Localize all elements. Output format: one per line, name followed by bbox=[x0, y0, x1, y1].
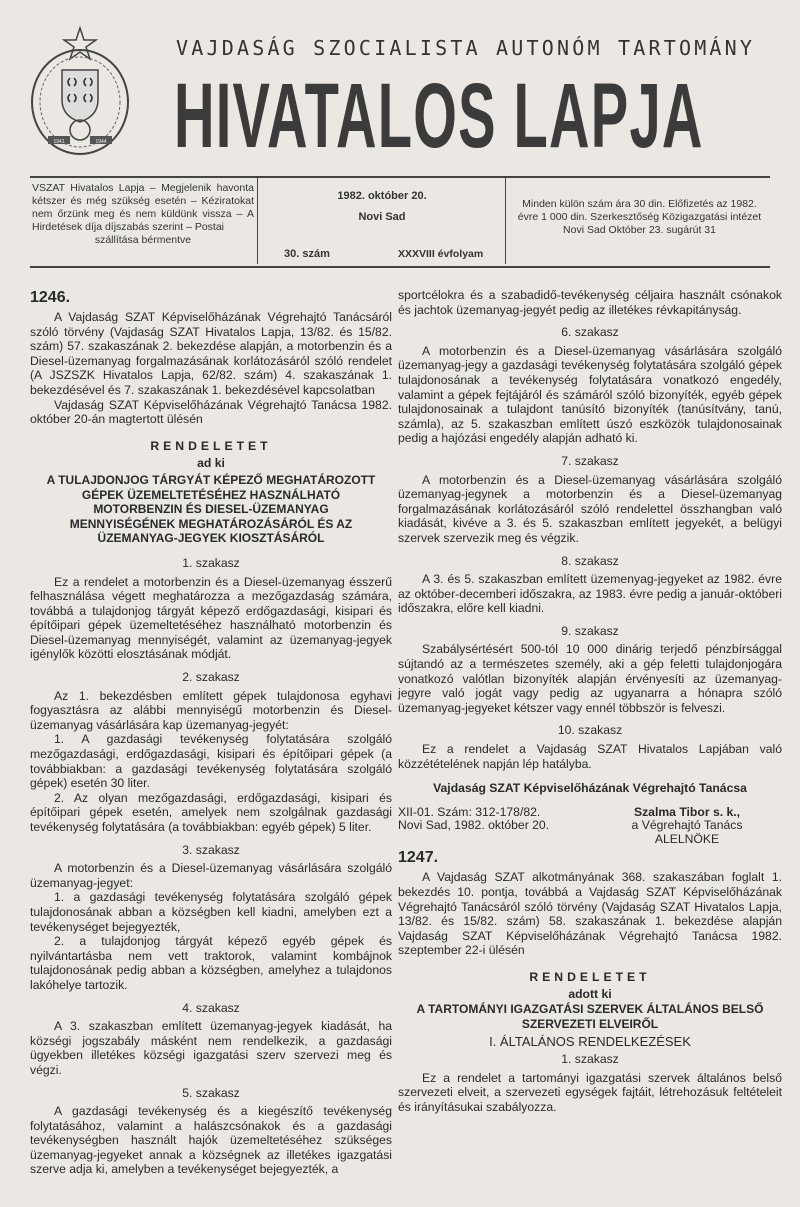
paragraph: Ez a rendelet a motorbenzin és a Diesel-üzemanyag ésszerű felhasználása végett meghatározza a mezőgazdaság számára, továbbá a tulajdonjog tárgyát képező erdőgazdasági, kisipari és építőipari gépek üzemeltetéséhez használható motorbenzin és Diesel-üzemanyag mennyiségét, valamint az üzemanyag-jegyek igénylők közötti elosztásának módját. bbox=[30, 574, 392, 662]
section-heading: 10. szakasz bbox=[557, 723, 623, 738]
section-heading: 7. szakasz bbox=[561, 453, 619, 468]
paragraph: A Vajdaság SZAT Képviselőházának Végrehajtó Tanácsáról szóló törvény (Vajdaság SZAT Hivatalos Lapja, 13/82. és 15/82. szám) 57. szakaszának 2. bekezdése alapján, a motorbenzin és a Diesel-üzemanyag forgalmazásának korlátozásáról szóló rendelet (A JSZSZK Hivatalos Lapja, 62/82. szám) 4. szakaszának 1. bekezdésével és 7. szakaszának 1. bekezdésével kapcsolatban bbox=[30, 310, 392, 397]
paragraph: 1. A gazdasági tevékenység folytatására szolgáló mezőgazdasági, erdőgazdasági, kisipari és építőipari gépek (a továbbiakban: a gazdasági tevékenység folytatására szolgáló gépek) esetén 30 liter. bbox=[30, 732, 392, 791]
publication-title: HIVATALOS LAPJA bbox=[174, 65, 704, 167]
reference-place-date: Novi Sad, 1982. október 20. bbox=[398, 818, 550, 833]
paragraph: A motorbenzin és a Diesel-üzemanyag vásárlására szolgáló üzemanyag-jegyet: bbox=[30, 861, 392, 890]
section-3 bbox=[30, 843, 392, 993]
signature-row bbox=[398, 806, 782, 847]
paragraph: Vajdaság SZAT Képviselőházának Végrehajtó Tanácsa 1982. október 20-án magtertott ülésén bbox=[30, 397, 392, 427]
paragraph: 2. a tulajdonjog tárgyát képező egyéb gépek és nyilvántartásba nem vett traktorok, valamint kombájnok tulajdonosának pedig abban a községben, amelyhez a tulajdonos lakóhelye tartozik. bbox=[30, 934, 392, 992]
volume-number: XXXVIII évfolyam bbox=[398, 248, 484, 260]
paragraph: A motorbenzin és a Diesel-üzemanyag vásárlására szolgáló üzemanyag-jegynek a motorbenzin és a Diesel-üzemanyag forgalmazásának korlátozásáról szóló rendelettel összhangban való kiadását, kivéve a 3. és 5. szakaszban említett jegyekét, a belügyi szervek szervezik meg és végzik. bbox=[398, 472, 782, 545]
info-divider bbox=[257, 178, 258, 264]
issue-place: Novi Sad bbox=[358, 211, 406, 223]
section-4 bbox=[30, 1001, 392, 1078]
section-heading: 3. szakasz bbox=[182, 842, 240, 857]
issue-date: 1982. október 20. bbox=[337, 190, 427, 202]
left-column bbox=[30, 288, 392, 1177]
right-column bbox=[398, 288, 782, 1115]
document-number: 1246. bbox=[30, 289, 71, 306]
info-divider bbox=[505, 178, 506, 264]
decree-title: A TARTOMÁNYI IGAZGATÁSI SZERVEK ÁLTALÁNOS BELSŐ SZERVEZETI ELVEIRŐL bbox=[416, 1002, 764, 1031]
issuing-body: Vajdaság SZAT Képviselőházának Végrehajtó Tanácsa bbox=[433, 781, 747, 796]
decree-issued: ad ki bbox=[197, 456, 225, 471]
reference-block bbox=[398, 806, 549, 847]
price-and-editorial-info: Minden külön szám ára 30 din. Előfizetés az 1982. évre 1 000 din. Szerkesztőség Közigazgatási intézet Novi Sad Október 23. sugárút 31 bbox=[517, 198, 762, 236]
section-10 bbox=[398, 723, 782, 771]
emblem-year-left: 1941 bbox=[53, 139, 65, 145]
section-1 bbox=[30, 556, 392, 662]
paragraph: Szabálysértésért 500-tól 10 000 dinárig terjedő pénzbírsággal sújtandó az a természetes személy, aki a gép feletti tulajdonjogára vonatkozó valótlan bizonyíték alapján érvényesíti az üzemanyag-jegyre való jogát vagy pedig az ugyanarra a hónapra szóló üzemanyag-jegyeket kétszer vagy ennél többször is felveszi. bbox=[398, 642, 782, 715]
signer-title: ALELNÖKE bbox=[654, 831, 720, 846]
section-heading: 5. szakasz bbox=[182, 1085, 240, 1100]
chapter-heading: I. ÁLTALÁNOS RENDELKEZÉSEK bbox=[489, 1034, 691, 1050]
decree-issued: adott ki bbox=[568, 987, 612, 1002]
emblem-year-right: 1944 bbox=[95, 139, 107, 145]
section-8 bbox=[398, 554, 782, 616]
section-6 bbox=[398, 325, 782, 446]
paragraph: A gazdasági tevékenység és a kiegészítő tevékenység folytatásához, valamint a halászcsónakok és a gazdasági tevékenységben használt hajók üzemeltetéséhez szükséges üzemanyag-jegyeket annak a községnek az illetékes igazgatási szerve adja ki, amelyben a tevékenységet bejegyezték, a bbox=[30, 1104, 392, 1177]
decree-heading: RENDELETET bbox=[529, 969, 651, 984]
paragraph: Ez a rendelet a tartományi igazgatási szervek általános belső szervezeti elveit, a szervezeti egységek fajtáit, létrehozásuk feltételeit és irányításukai szabályozza. bbox=[398, 1070, 782, 1115]
header-rule-top bbox=[30, 176, 770, 178]
paragraph: 2. Az olyan mezőgazdasági, erdőgazdasági, kisipari és építőipari gépek esetén, amelyek nem szolgálnak gazdasági tevékenység folytatására (a továbbiakban: egyéb gépek) 5 liter. bbox=[30, 790, 392, 834]
section-heading: 2. szakasz bbox=[182, 670, 240, 685]
section-2 bbox=[30, 670, 392, 835]
section-heading: 4. szakasz bbox=[182, 1000, 240, 1015]
section-heading: 1. szakasz bbox=[561, 1052, 619, 1067]
signer-role: a Végrehajtó Tanács bbox=[631, 818, 743, 833]
publisher-super-title: VAJDASÁG SZOCIALISTA AUTONÓM TARTOMÁNY bbox=[176, 36, 756, 60]
coat-of-arms-emblem bbox=[24, 26, 136, 158]
paragraph: A 3. és 5. szakaszban említett üzemenyag-jegyeket az 1982. évre az október-decemberi időszakra, az 1983. évre pedig a január-októberi időszakra, előre kell kiadni. bbox=[398, 572, 782, 616]
publication-notice: VSZAT Hivatalos Lapja – Megjelenik havonta kétszer és még szükség esetén – Kéziratokat nem őrzünk meg és nem küldünk vissza – A Hirdetések díja díjszabás szerint – Postai szállítása bérmentve bbox=[32, 182, 254, 246]
decree-title: A TULAJDONJOG TÁRGYÁT KÉPEZŐ MEGHATÁROZOTT GÉPEK ÜZEMELTETÉSÉHEZ HASZNÁLHATÓ MOTORBENZIN ÉS DIESEL-ÜZEMANYAG MENNYISÉGÉNEK MEGHATÁROZÁSÁRÓL ÉS AZ ÜZEMANYAG-JEGYEK KIOSZTÁSÁRÓL bbox=[46, 472, 376, 546]
section-heading: 1. szakasz bbox=[182, 555, 240, 570]
section-5 bbox=[30, 1086, 392, 1178]
header-rule-bottom bbox=[30, 266, 770, 268]
paragraph: A 3. szakaszban említett üzemanyag-jegyek kiadását, ha községi jogszabály másként nem rendelkezik, a gazdasági ügyekben illetékes községi igazgatási szerv szervezi meg és végzi. bbox=[30, 1019, 392, 1077]
section-9 bbox=[398, 624, 782, 716]
issue-number: 30. szám bbox=[284, 248, 330, 260]
signature-block bbox=[592, 806, 782, 847]
reference-number: XII-01. Szám: 312-178/82. bbox=[398, 804, 541, 819]
paragraph: A motorbenzin és a Diesel-üzemanyag vásárlására szolgáló üzemanyag-jegy a gazdasági tevékenység folytatására szolgáló gépek tulajdonosának a tevékenység folytatására vonatkozó engedély, valamint a gépek fejtájáról és számáról szóló bizonyíték, egyéb gépek tulajdonosainak a tulajdont tanúsító bizonyíték (tanúsítvány, tanú, számla), az 5. szakaszban említett úszó eszközök tulajdonosainak pedig a hajózási engedély alapján adható ki. bbox=[398, 343, 782, 446]
decree-heading: RENDELETET bbox=[150, 438, 272, 453]
document-number: 1247. bbox=[398, 849, 439, 867]
section-heading: 6. szakasz bbox=[561, 325, 619, 340]
section-7 bbox=[398, 454, 782, 546]
paragraph: 1. a gazdasági tevékenység folytatására szolgáló gépek tulajdonosának abban a községben kell kiadni, amelyben ezt a tevékenységet bejegyezték, bbox=[30, 890, 392, 934]
signer-name: Szalma Tibor s. k., bbox=[633, 804, 741, 819]
paragraph: A Vajdaság SZAT alkotmányának 368. szakaszában foglalt 1. bekezdés 10. pontja, továbbá a Vajdaság SZAT Képviselőházának Végrehajtó Tanácsáról szóló törvény (Vajdaság SZAT Hivatalos Lapja, 13/82. és 15/82. szám) 58. szakaszának 1. bekezdése alapján Vajdaság SZAT Képviselőházának Végrehajtó Tanácsa 1982. szeptember 22-i ülésén bbox=[398, 870, 782, 958]
paragraph: Ez a rendelet a Vajdaság SZAT Hivatalos Lapjában való közzétételének napján lép hatályba. bbox=[398, 742, 782, 771]
paragraph: Az 1. bekezdésben említett gépek tulajdonosa egyhavi fogyasztásra az alábbi mennyiségű motorbenzin és Diesel-üzemanyag vásárlására kap üzemanyag-jegyét: bbox=[30, 688, 392, 732]
section-5-continuation: sportcélokra és a szabadidő-tevékenység céljaira használt csónakok és jachtok üzemanyag-jegyét pedig az illetékes révkapitányság. bbox=[398, 288, 782, 317]
section-heading: 8. szakasz bbox=[561, 553, 619, 568]
section-heading: 9. szakasz bbox=[561, 623, 619, 638]
